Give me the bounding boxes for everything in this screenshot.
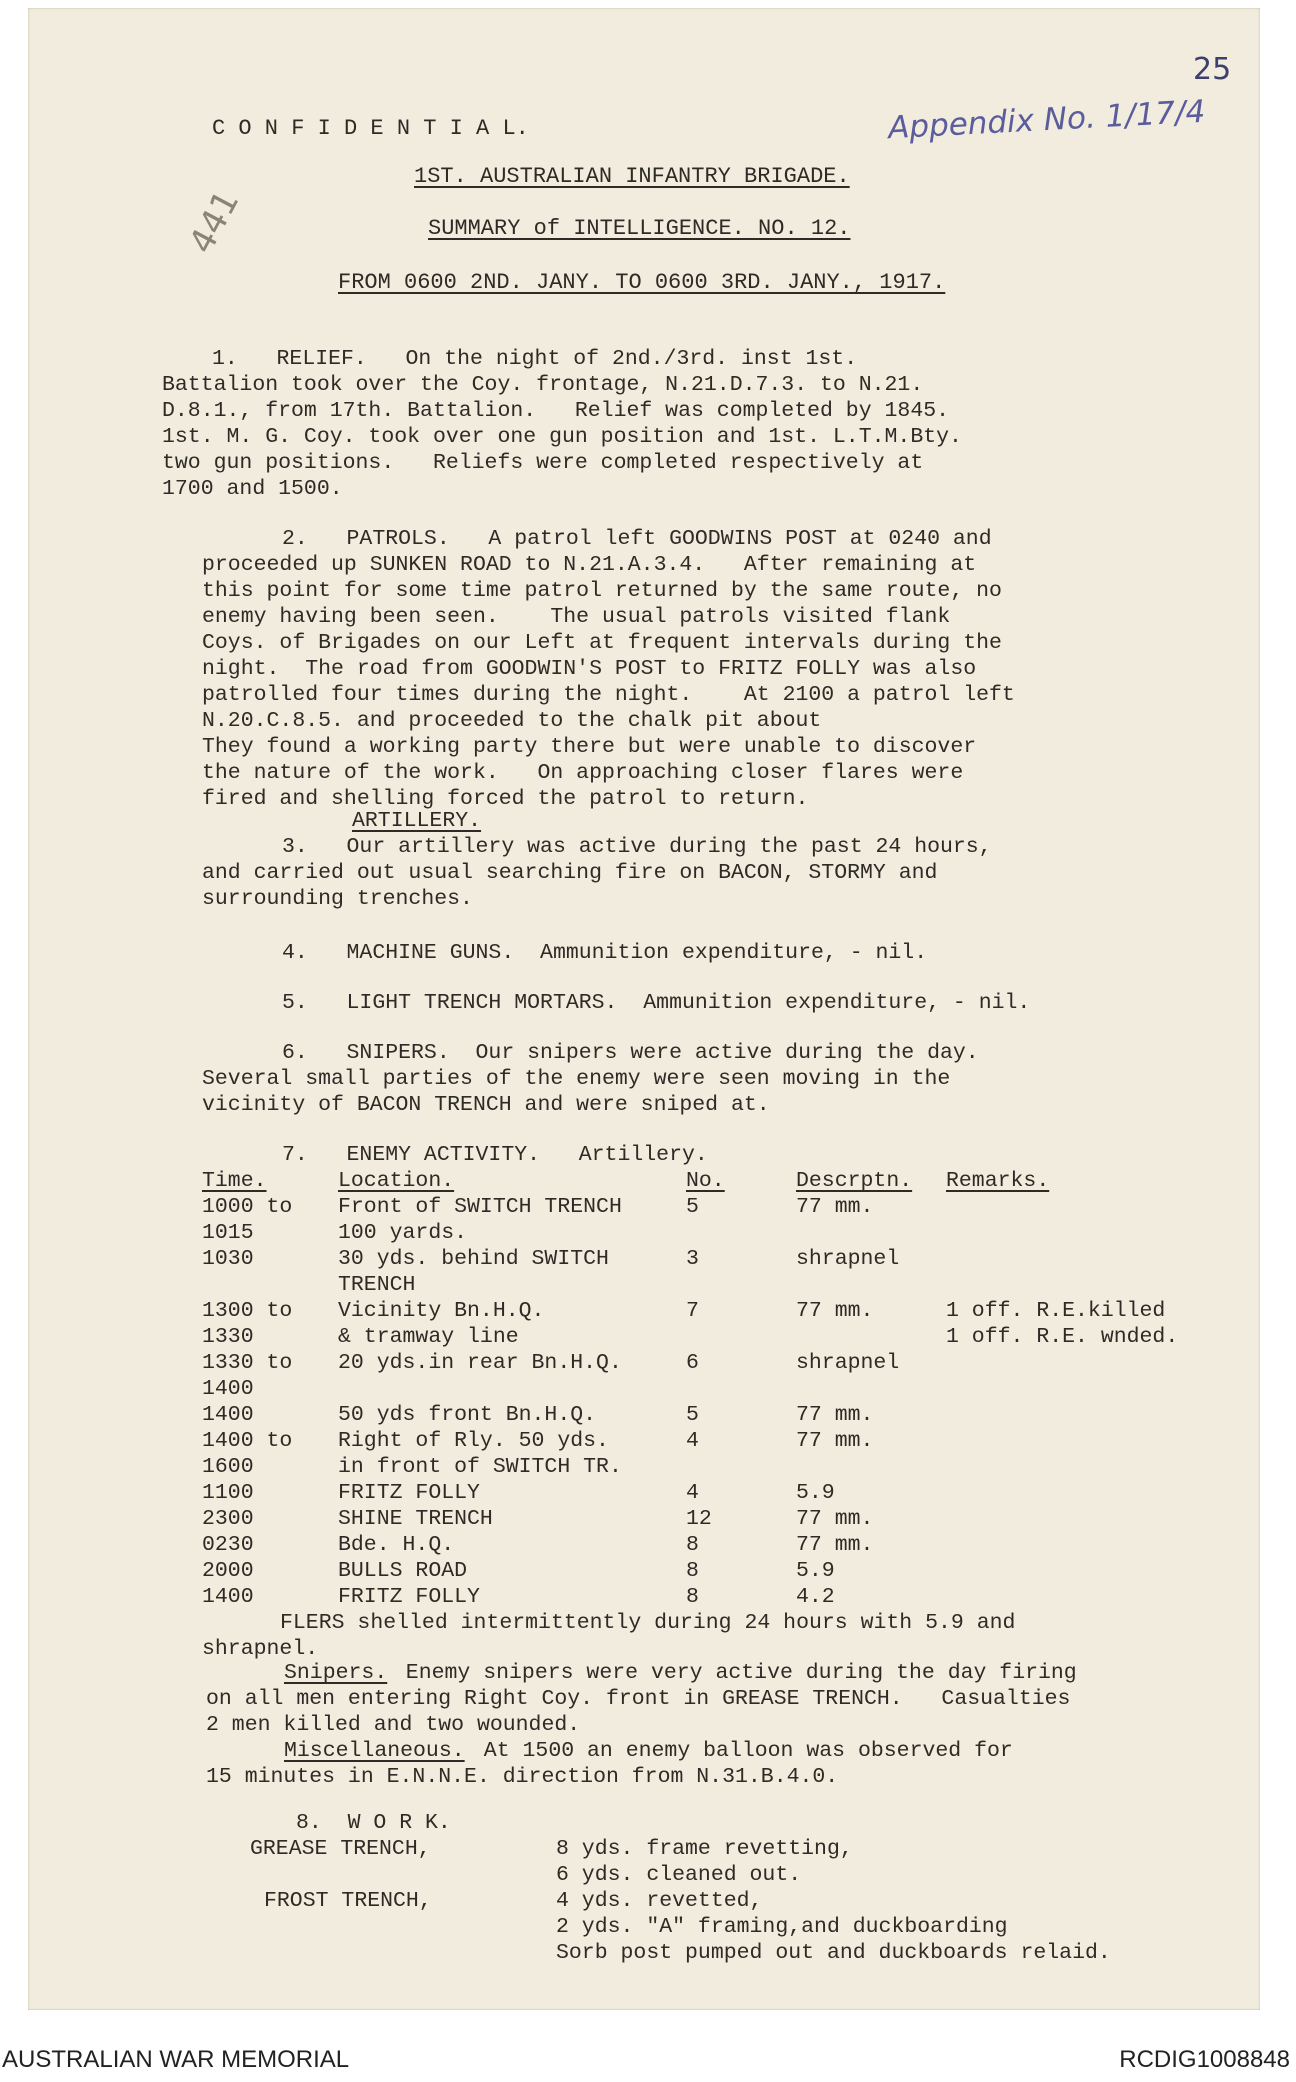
cell-number: 12	[686, 1507, 712, 1531]
cell-description: 77 mm.	[796, 1299, 874, 1323]
cell-description: shrapnel	[796, 1351, 900, 1375]
appendix-stamp: Appendix No. 1/17/4	[887, 93, 1207, 147]
artillery-line: surrounding trenches.	[202, 887, 473, 911]
enemy-snipers-line: 2 men killed and two wounded.	[206, 1713, 581, 1737]
miscellaneous-line: At 1500 an enemy balloon was observed for	[458, 1739, 1013, 1763]
table-header-remarks: Remarks.	[946, 1169, 1050, 1193]
pencil-annotation: 441	[181, 183, 248, 261]
cell-location: BULLS ROAD	[338, 1559, 468, 1583]
patrols-line: They found a working party there but were unable to discover	[202, 735, 977, 759]
work-item: 8 yds. frame revetting,	[556, 1837, 853, 1861]
work-item: 4 yds. revetted,	[556, 1889, 763, 1913]
brigade-title: 1ST. AUSTRALIAN INFANTRY BRIGADE.	[414, 164, 850, 189]
para-machine-guns: 4. MACHINE GUNS. Ammunition expenditure, - nil.	[282, 941, 928, 965]
miscellaneous-line: 15 minutes in E.N.N.E. direction from N.31.B.4.0.	[206, 1765, 839, 1789]
relief-line: Battalion took over the Coy. frontage, N.21.D.7.3. to N.21.	[162, 373, 924, 397]
cell-time: 1030	[202, 1247, 254, 1271]
cell-time: 1600	[202, 1455, 254, 1479]
snipers-line: vicinity of BACON TRENCH and were sniped at.	[202, 1093, 770, 1117]
cell-description: 5.9	[796, 1481, 835, 1505]
table-header-time: Time.	[202, 1169, 267, 1193]
cell-location: 50 yds front Bn.H.Q.	[338, 1403, 597, 1427]
flers-line: FLERS shelled intermittently during 24 hours with 5.9 and	[280, 1611, 1016, 1635]
cell-location: TRENCH	[338, 1273, 416, 1297]
cell-time: 2300	[202, 1507, 254, 1531]
table-header-location: Location.	[338, 1169, 455, 1193]
misc-label: Miscellaneous.	[284, 1739, 465, 1763]
cell-description: 77 mm.	[796, 1195, 874, 1219]
cell-description: 77 mm.	[796, 1403, 874, 1427]
cell-time: 1400	[202, 1377, 254, 1401]
footer-source: AUSTRALIAN WAR MEMORIAL	[2, 2046, 350, 2073]
cell-time: 1015	[202, 1221, 254, 1245]
page-number: 25	[1193, 52, 1232, 87]
cell-time: 1400 to	[202, 1429, 293, 1453]
cell-number: 5	[686, 1403, 699, 1427]
confidential-heading: C O N F I D E N T I A L.	[212, 116, 529, 141]
cell-location: 30 yds. behind SWITCH	[338, 1247, 609, 1271]
work-item: 6 yds. cleaned out.	[556, 1863, 802, 1887]
cell-time: 1000 to	[202, 1195, 293, 1219]
cell-time: 1330 to	[202, 1351, 293, 1375]
patrols-line: fired and shelling forced the patrol to return.	[202, 787, 809, 811]
work-item: Sorb post pumped out and duckboards relaid.	[556, 1941, 1111, 1965]
summary-title: SUMMARY of INTELLIGENCE. NO. 12.	[428, 216, 851, 241]
cell-number: 8	[686, 1585, 699, 1609]
patrols-line: night. The road from GOODWIN'S POST to FRITZ FOLLY was also	[202, 657, 977, 681]
work-item: 2 yds. "A" framing,and duckboarding	[556, 1915, 1008, 1939]
artillery-line: 3. Our artillery was active during the past 24 hours,	[282, 835, 992, 859]
cell-description: 5.9	[796, 1559, 835, 1583]
cell-location: & tramway line	[338, 1325, 519, 1349]
cell-description: shrapnel	[796, 1247, 900, 1271]
relief-line: D.8.1., from 17th. Battalion. Relief was completed by 1845.	[162, 399, 950, 423]
cell-location: Vicinity Bn.H.Q.	[338, 1299, 545, 1323]
cell-number: 7	[686, 1299, 699, 1323]
cell-number: 8	[686, 1533, 699, 1557]
patrols-line: the nature of the work. On approaching closer flares were	[202, 761, 964, 785]
enemy-snipers-line: on all men entering Right Coy. front in GREASE TRENCH. Casualties	[206, 1687, 1071, 1711]
cell-number: 4	[686, 1481, 699, 1505]
cell-number: 4	[686, 1429, 699, 1453]
patrols-line: this point for some time patrol returned by the same route, no	[202, 579, 1002, 603]
patrols-line: enemy having been seen. The usual patrols visited flank	[202, 605, 951, 629]
cell-time: 1330	[202, 1325, 254, 1349]
enemy-snipers-line: Enemy snipers were very active during the day firing	[380, 1661, 1077, 1685]
cell-time: 1400	[202, 1585, 254, 1609]
snipers-label: Snipers.	[284, 1661, 388, 1685]
cell-location: in front of SWITCH TR.	[338, 1455, 622, 1479]
cell-time: 2000	[202, 1559, 254, 1583]
cell-location: 100 yards.	[338, 1221, 468, 1245]
flers-line: shrapnel.	[202, 1637, 319, 1661]
cell-time: 0230	[202, 1533, 254, 1557]
cell-remarks: 1 off. R.E.killed	[946, 1299, 1166, 1323]
snipers-line: 6. SNIPERS. Our snipers were active during the day.	[282, 1041, 979, 1065]
cell-location: 20 yds.in rear Bn.H.Q.	[338, 1351, 622, 1375]
cell-location: Right of Rly. 50 yds.	[338, 1429, 609, 1453]
patrols-line: proceeded up SUNKEN ROAD to N.21.A.3.4. After remaining at	[202, 553, 977, 577]
relief-line: two gun positions. Reliefs were completed respectively at	[162, 451, 924, 475]
table-header-number: No.	[686, 1169, 725, 1193]
work-location: FROST TRENCH,	[264, 1889, 432, 1913]
cell-time: 1300 to	[202, 1299, 293, 1323]
artillery-line: and carried out usual searching fire on BACON, STORMY and	[202, 861, 938, 885]
cell-number: 5	[686, 1195, 699, 1219]
cell-description: 4.2	[796, 1585, 835, 1609]
cell-location: Front of SWITCH TRENCH	[338, 1195, 622, 1219]
cell-time: 1400	[202, 1403, 254, 1427]
cell-number: 3	[686, 1247, 699, 1271]
cell-description: 77 mm.	[796, 1507, 874, 1531]
relief-line: 1st. M. G. Coy. took over one gun position and 1st. L.T.M.Bty.	[162, 425, 962, 449]
work-location: GREASE TRENCH,	[250, 1837, 431, 1861]
cell-location: Bde. H.Q.	[338, 1533, 455, 1557]
cell-location: FRITZ FOLLY	[338, 1481, 480, 1505]
patrols-line: patrolled four times during the night. At 2100 a patrol left	[202, 683, 1015, 707]
artillery-subtitle: ARTILLERY.	[352, 809, 482, 833]
work-heading: 8. W O R K.	[296, 1811, 451, 1835]
para-light-trench-mortars: 5. LIGHT TRENCH MORTARS. Ammunition expenditure, - nil.	[282, 991, 1031, 1015]
cell-description: 77 mm.	[796, 1533, 874, 1557]
patrols-line: 2. PATROLS. A patrol left GOODWINS POST at 0240 and	[282, 527, 992, 551]
table-header-description: Descrptn.	[796, 1169, 913, 1193]
enemy-activity-heading: 7. ENEMY ACTIVITY. Artillery.	[282, 1143, 708, 1167]
cell-number: 8	[686, 1559, 699, 1583]
cell-description: 77 mm.	[796, 1429, 874, 1453]
cell-location: FRITZ FOLLY	[338, 1585, 480, 1609]
patrols-line: Coys. of Brigades on our Left at frequent intervals during the	[202, 631, 1002, 655]
cell-remarks: 1 off. R.E. wnded.	[946, 1325, 1179, 1349]
snipers-line: Several small parties of the enemy were seen moving in the	[202, 1067, 951, 1091]
relief-line: 1. RELIEF. On the night of 2nd./3rd. inst 1st.	[212, 347, 858, 371]
footer-id: RCDIG1008848	[1119, 2046, 1290, 2073]
relief-line: 1700 and 1500.	[162, 477, 343, 501]
cell-number: 6	[686, 1351, 699, 1375]
cell-time: 1100	[202, 1481, 254, 1505]
period-title: FROM 0600 2ND. JANY. TO 0600 3RD. JANY., 1917.	[338, 270, 946, 295]
cell-location: SHINE TRENCH	[338, 1507, 493, 1531]
patrols-line: N.20.C.8.5. and proceeded to the chalk pit about	[202, 709, 822, 733]
